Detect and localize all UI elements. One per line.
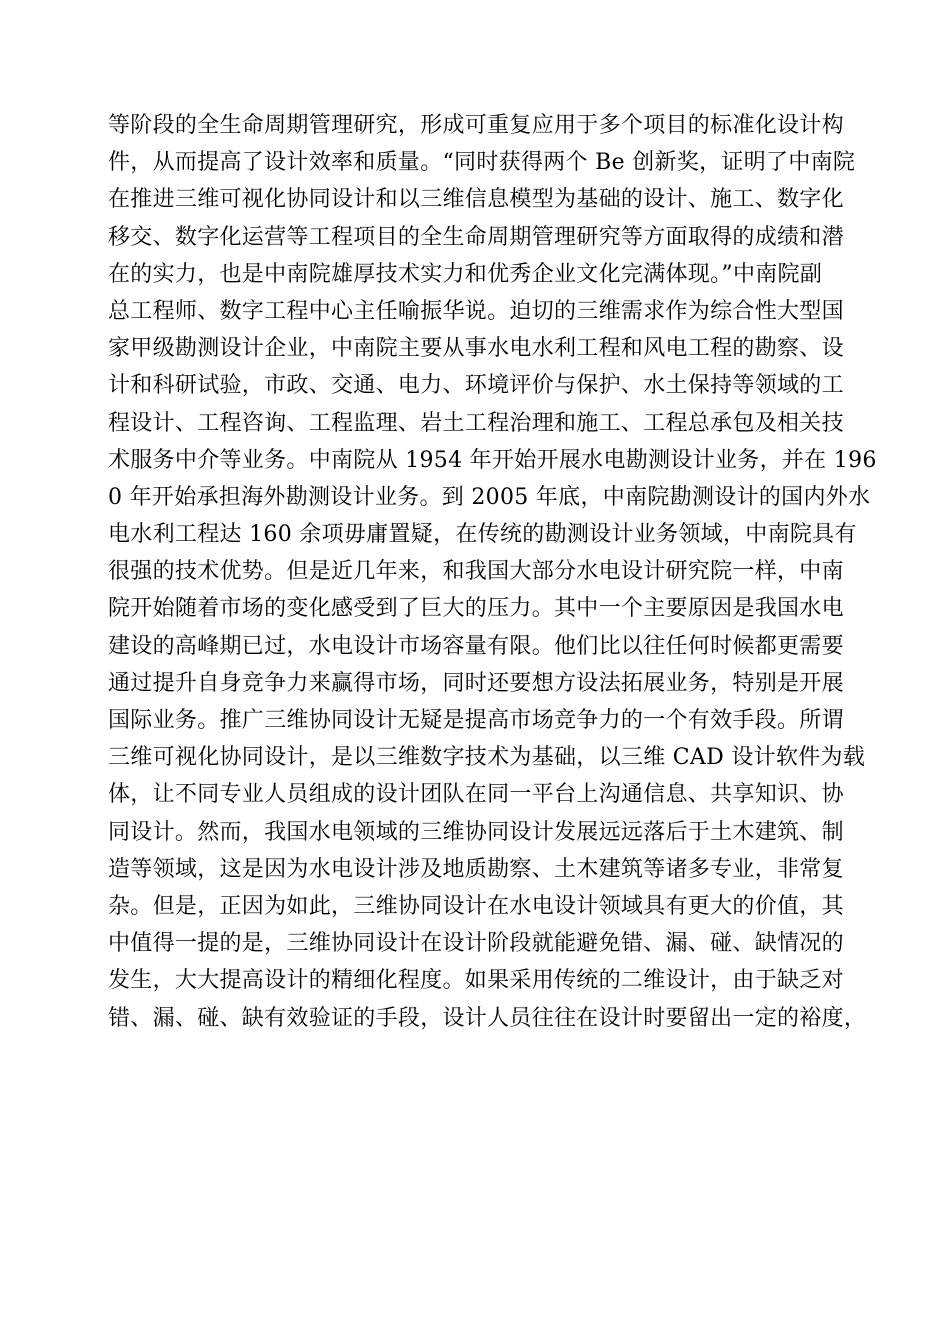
text-line: 在的实力，也是中南院雄厚技术实力和优秀企业文化完满体现。”中南院副 (108, 261, 823, 287)
text-line: 总工程师、数字工程中心主任喻振华说。迫切的三维需求作为综合性大型国 (108, 298, 844, 324)
text-line: 术服务中介等业务。中南院从 1954 年开始开展水电勘测设计业务，并在 196 (108, 447, 877, 473)
text-line: 国际业务。推广三维协同设计无疑是提高市场竞争力的一个有效手段。所谓 (108, 708, 844, 733)
text-line: 错、漏、碰、缺有效验证的手段，设计人员往往在设计时要留出一定的裕度， (108, 1005, 867, 1031)
text-line: 造等领域，这是因为水电设计涉及地质勘察、土木建筑等诸多专业，非常复 (108, 856, 844, 882)
text-line: 家甲级勘测设计企业，中南院主要从事水电水利工程和风电工程的勘察、设 (108, 336, 844, 362)
text-line: 建设的高峰期已过，水电设计市场容量有限。他们比以往任何时候都更需要 (108, 633, 844, 659)
text-line: 等阶段的全生命周期管理研究，形成可重复应用于多个项目的标准化设计构 (108, 113, 844, 138)
text-line: 三维可视化协同设计，是以三维数字技术为基础，以三维 CAD 设计软件为载 (108, 745, 866, 771)
text-line: 很强的技术优势。但是近几年来，和我国大部分水电设计研究院一样，中南 (108, 559, 844, 585)
text-line: 电水利工程达 160 余项毋庸置疑，在传统的勘测设计业务领域，中南院具有 (108, 522, 857, 548)
text-line: 通过提升自身竞争力来赢得市场，同时还要想方设法拓展业务，特别是开展 (108, 670, 844, 696)
text-line: 移交、数字化运营等工程项目的全生命周期管理研究等方面取得的成绩和潜 (108, 224, 844, 250)
text-line: 中值得一提的是，三维协同设计在设计阶段就能避免错、漏、碰、缺情况的 (108, 931, 844, 957)
text-line: 院开始随着市场的变化感受到了巨大的压力。其中一个主要原因是我国水电 (108, 596, 844, 622)
text-line: 程设计、工程咨询、工程监理、岩土工程治理和施工、工程总承包及相关技 (108, 410, 844, 436)
text-line: 体，让不同专业人员组成的设计团队在同一平台上沟通信息、共享知识、协 (108, 782, 844, 808)
text-line: 计和科研试验，市政、交通、电力、环境评价与保护、水土保持等领域的工 (108, 373, 844, 399)
text-line: 在推进三维可视化协同设计和以三维信息模型为基础的设计、施工、数字化 (108, 187, 844, 213)
text-line: 件，从而提高了设计效率和质量。“同时获得两个 Be 创新奖，证明了中南院 (108, 150, 856, 176)
text-line: 杂。但是，正因为如此，三维协同设计在水电设计领域具有更大的价值，其 (108, 893, 844, 919)
text-line: 同设计。然而，我国水电领域的三维协同设计发展远远落后于土木建筑、制 (108, 819, 844, 845)
body-text (108, 107, 877, 1037)
text-line: 发生，大大提高设计的精细化程度。如果采用传统的二维设计，由于缺乏对 (108, 968, 844, 994)
text-line: 0 年开始承担海外勘测设计业务。到 2005 年底，中南院勘测设计的国内外水 (108, 484, 871, 510)
